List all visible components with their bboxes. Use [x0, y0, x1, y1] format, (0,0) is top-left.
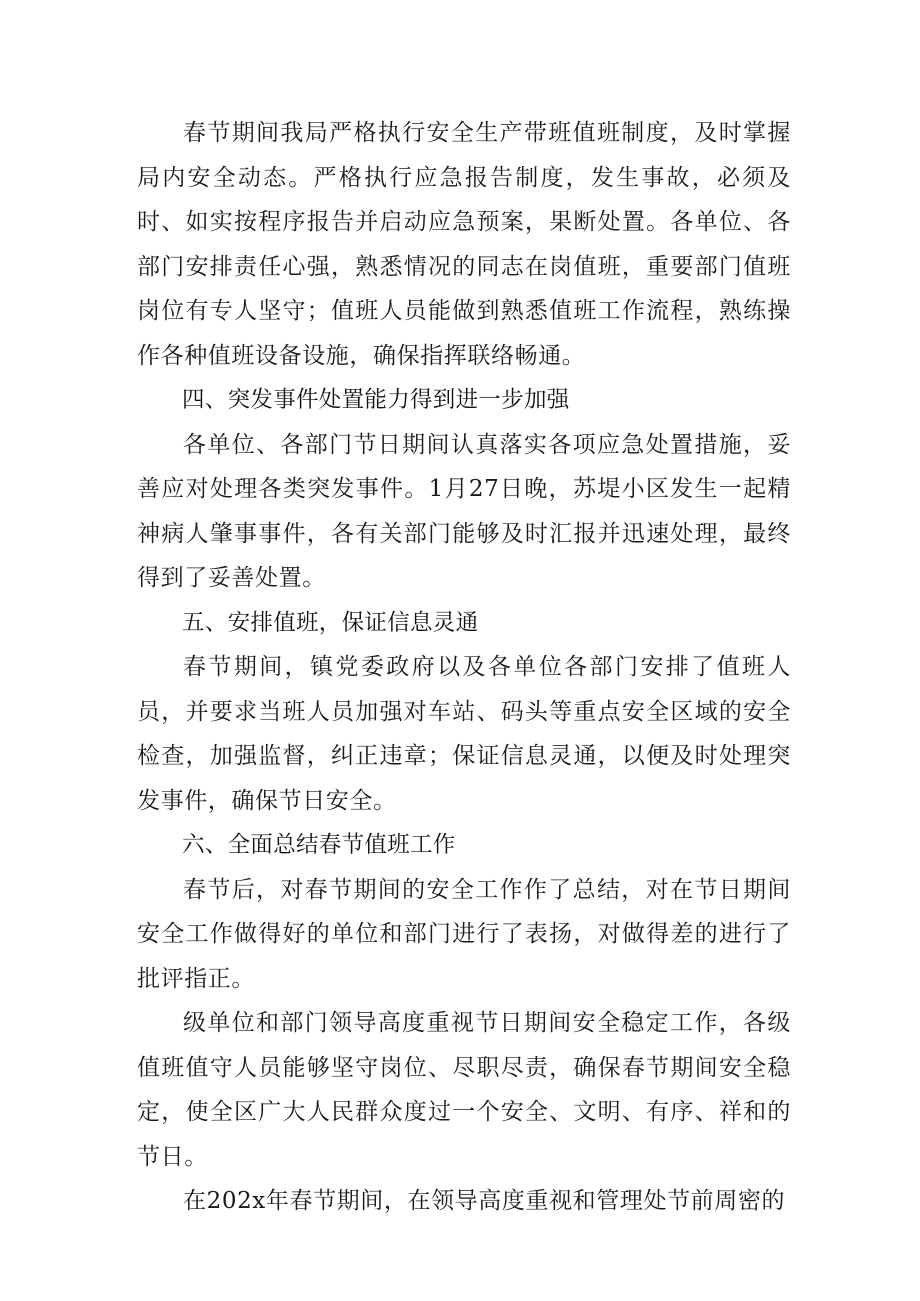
paragraph-emergency-handling: 各单位、各部门节日期间认真落实各项应急处置措施，妥善应对处理各类突发事件。1月27日晚，苏堤小区发生一起精神病人肇事事件，各有关部门能够及时汇报并迅速处理，最终得到了妥善处置。	[137, 431, 791, 591]
section-heading-5: 五、安排值班，保证信息灵通	[182, 609, 479, 636]
section-heading-6: 六、全面总结春节值班工作	[182, 832, 456, 858]
paragraph-duty-arrangement: 春节期间，镇党委政府以及各单位各部门安排了值班人员，并要求当班人员加强对车站、码头等重点安全区域的安全检查，加强监督，纠正违章；保证信息灵通，以便及时处理突发事件，确保节日安全。	[137, 654, 791, 814]
paragraph-closing: 在202x年春节期间，在领导高度重视和管理处节前周密的	[183, 1188, 786, 1214]
section-heading-4: 四、突发事件处置能力得到进一步加强	[182, 387, 570, 413]
paragraph-duty-system: 春节期间我局严格执行安全生产带班值班制度，及时掌握局内安全动态。严格执行应急报告制度，发生事故，必须及时、如实按程序报告并启动应急预案，果断处置。各单位、各部门安排责任心强，熟悉情况的同志在岗值班，重要部门值班岗位有专人坚守；值班人员能做到熟悉值班工作流程，熟练操作各种值班设备设施，确保指挥联络畅通。	[137, 120, 791, 369]
paragraph-summary: 春节后，对春节期间的安全工作作了总结，对在节日期间安全工作做得好的单位和部门进行了表扬，对做得差的进行了批评指正。	[137, 876, 791, 992]
paragraph-leadership: 级单位和部门领导高度重视节日期间安全稳定工作，各级值班值守人员能够坚守岗位、尽职尽责，确保春节期间安全稳定，使全区广大人民群众度过一个安全、文明、有序、祥和的节日。	[137, 1010, 791, 1170]
document-body	[137, 111, 791, 1224]
